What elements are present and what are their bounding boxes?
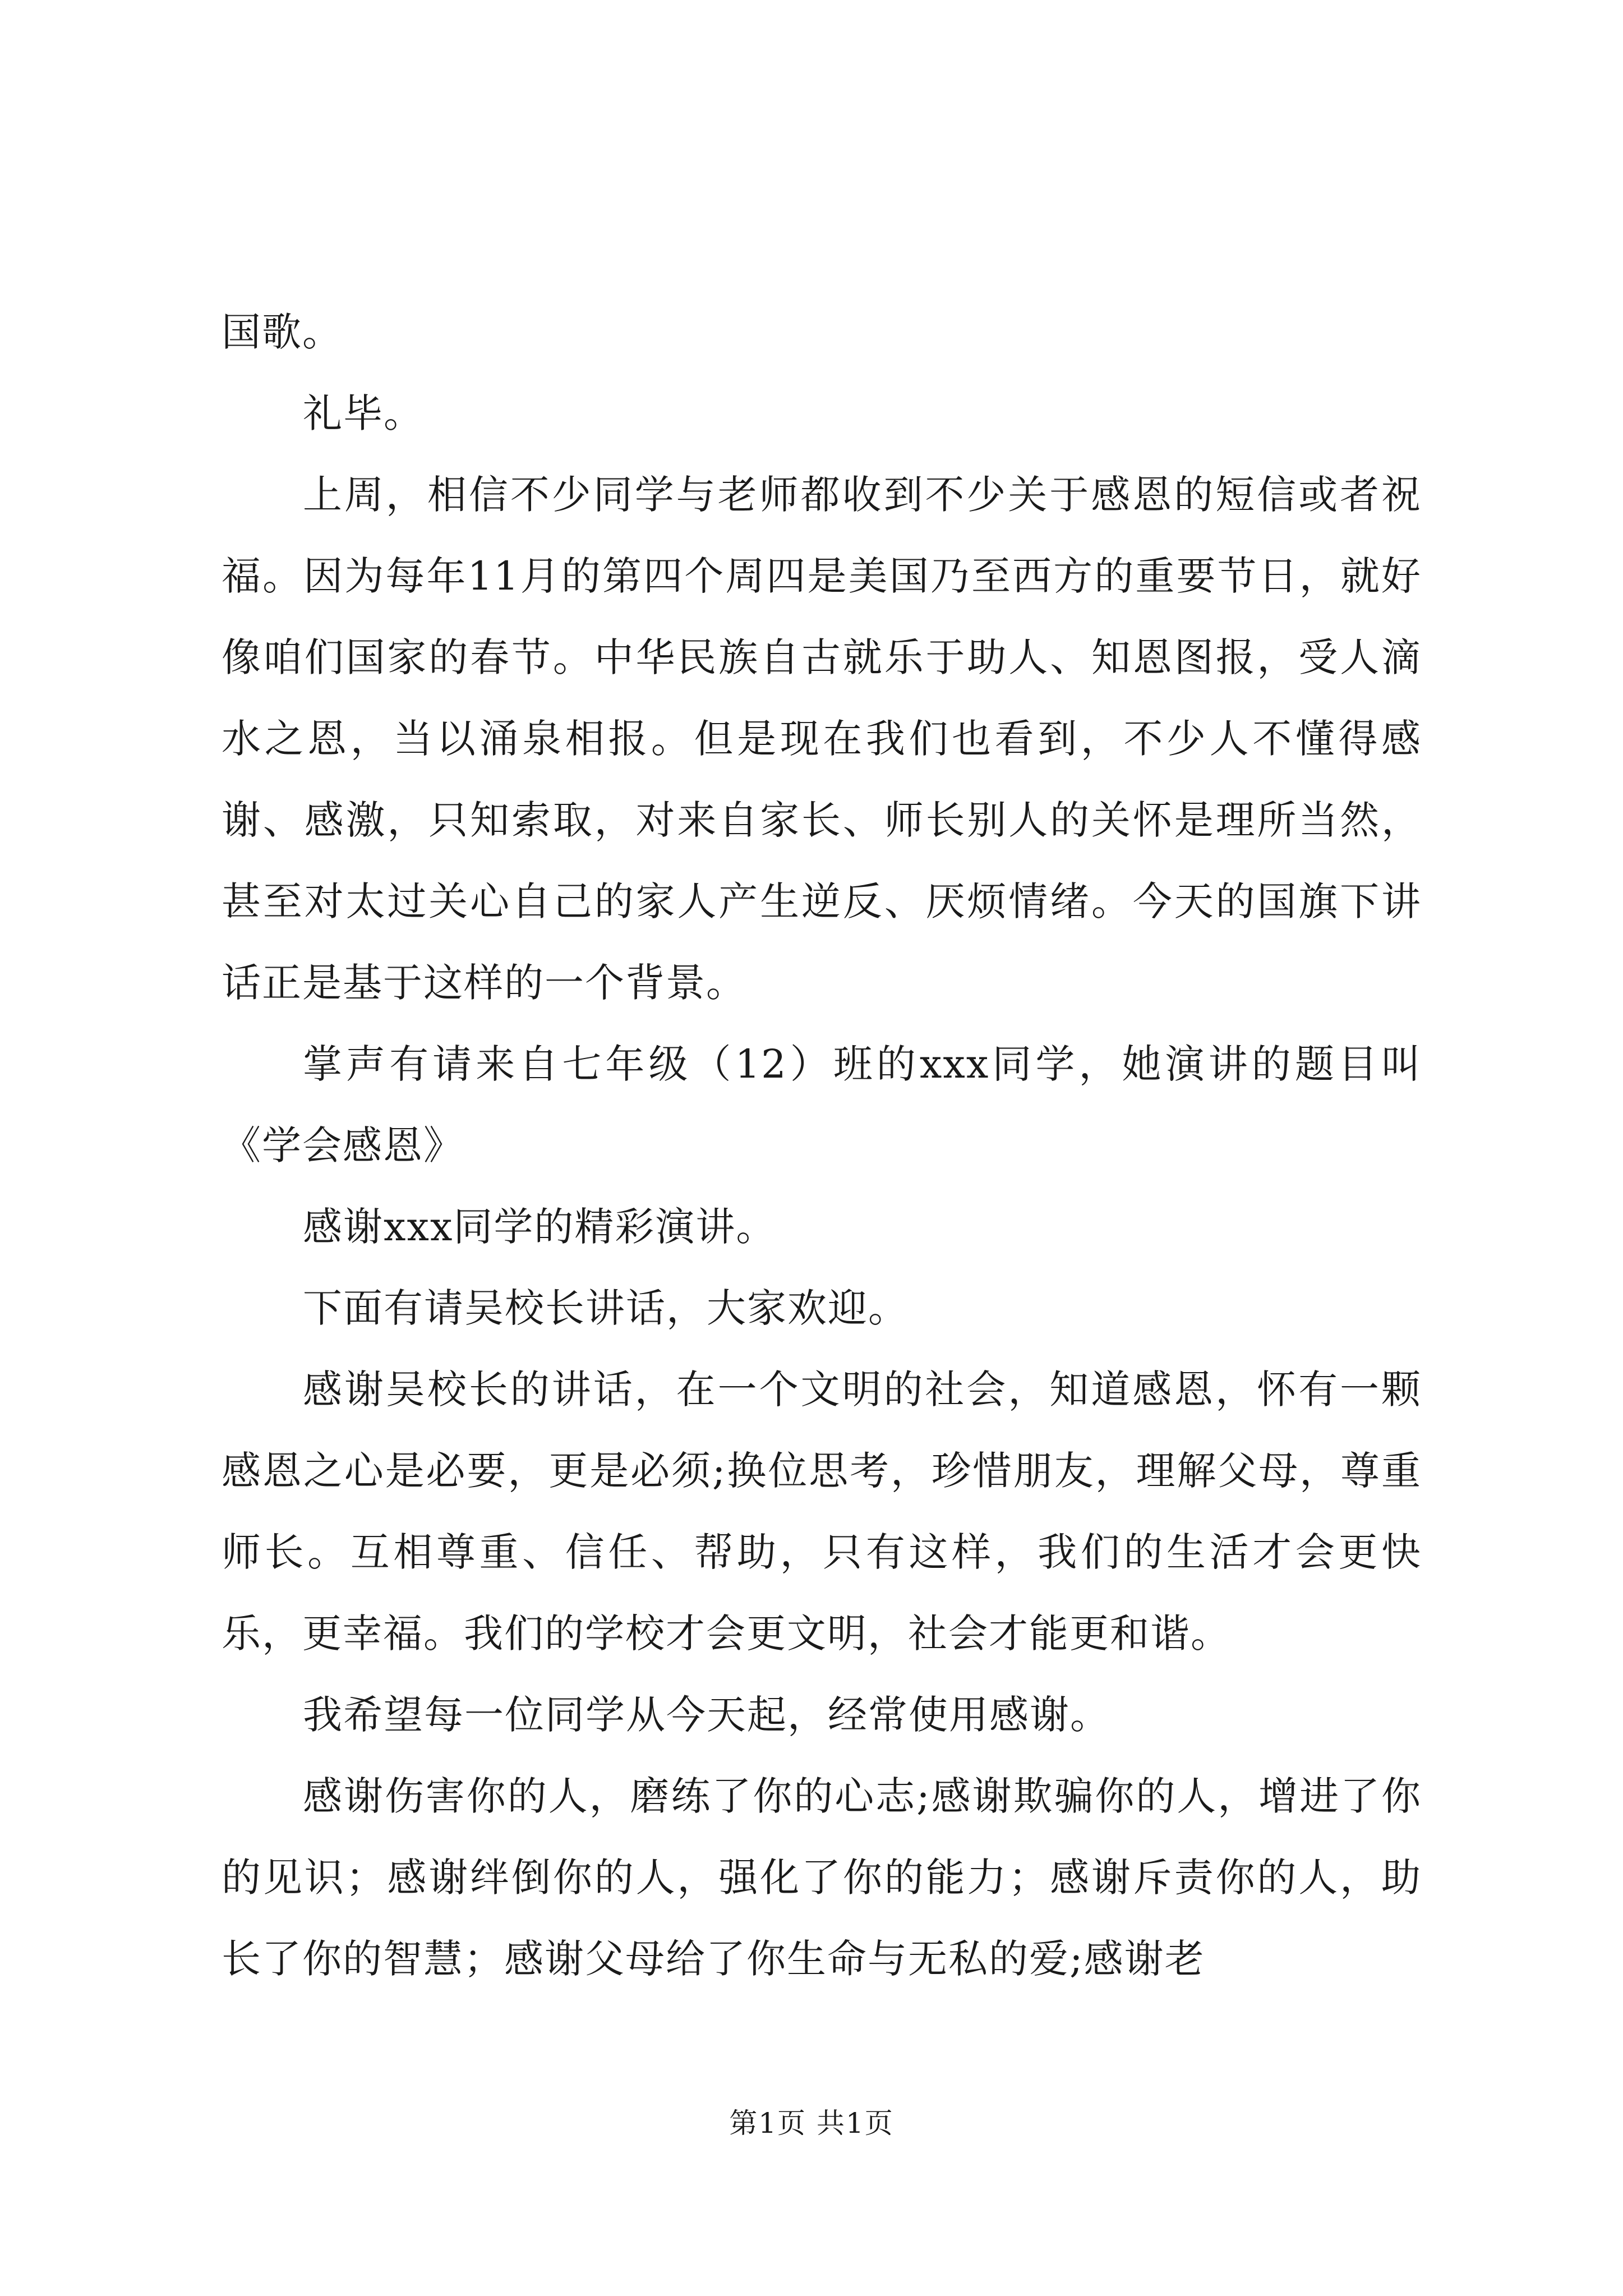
paragraph-9: 感谢伤害你的人，磨练了你的心志;感谢欺骗你的人，增进了你的见识；感谢绊倒你的人，强化了你的能力；感谢斥责你的人，助长了你的智慧；感谢父母给了你生命与无私的爱;感谢老 <box>222 1773 1422 1982</box>
page-footer <box>0 2106 1623 2140</box>
paragraph-8: 我希望每一位同学从今天起，经常使用感谢。 <box>303 1692 1110 1738</box>
document-body <box>222 292 1422 2000</box>
paragraph-7: 感谢吴校长的讲话，在一个文明的社会，知道感恩，怀有一颗感恩之心是必要，更是必须;换位思考，珍惜朋友，理解父母，尊重师长。互相尊重、信任、帮助，只有这样，我们的生活才会更快乐，更幸福。我们的学校才会更文明，社会才能更和谐。 <box>222 1366 1422 1657</box>
paragraph-2: 礼毕。 <box>303 390 424 436</box>
paragraph-3: 上周，相信不少同学与老师都收到不少关于感恩的短信或者祝福。因为每年11月的第四个周四是美国乃至西方的重要节日，就好像咱们国家的春节。中华民族自古就乐于助人、知恩图报，受人滴水之恩，当以涌泉相报。但是现在我们也看到，不少人不懂得感谢、感激，只知索取，对来自家长、师长别人的关怀是理所当然，甚至对太过关心自己的家人产生逆反、厌烦情绪。今天的国旗下讲话正是基于这样的一个背景。 <box>222 472 1422 1006</box>
paragraph-5: 感谢xxx同学的精彩演讲。 <box>303 1204 777 1250</box>
paragraph-6: 下面有请吴校长讲话，大家欢迎。 <box>303 1285 909 1331</box>
page-number-label: 第1页 共1页 <box>729 2107 894 2139</box>
paragraph-1: 国歌。 <box>222 309 343 355</box>
paragraph-4: 掌声有请来自七年级（12）班的xxx同学，她演讲的题目叫《学会感恩》 <box>222 1041 1422 1168</box>
